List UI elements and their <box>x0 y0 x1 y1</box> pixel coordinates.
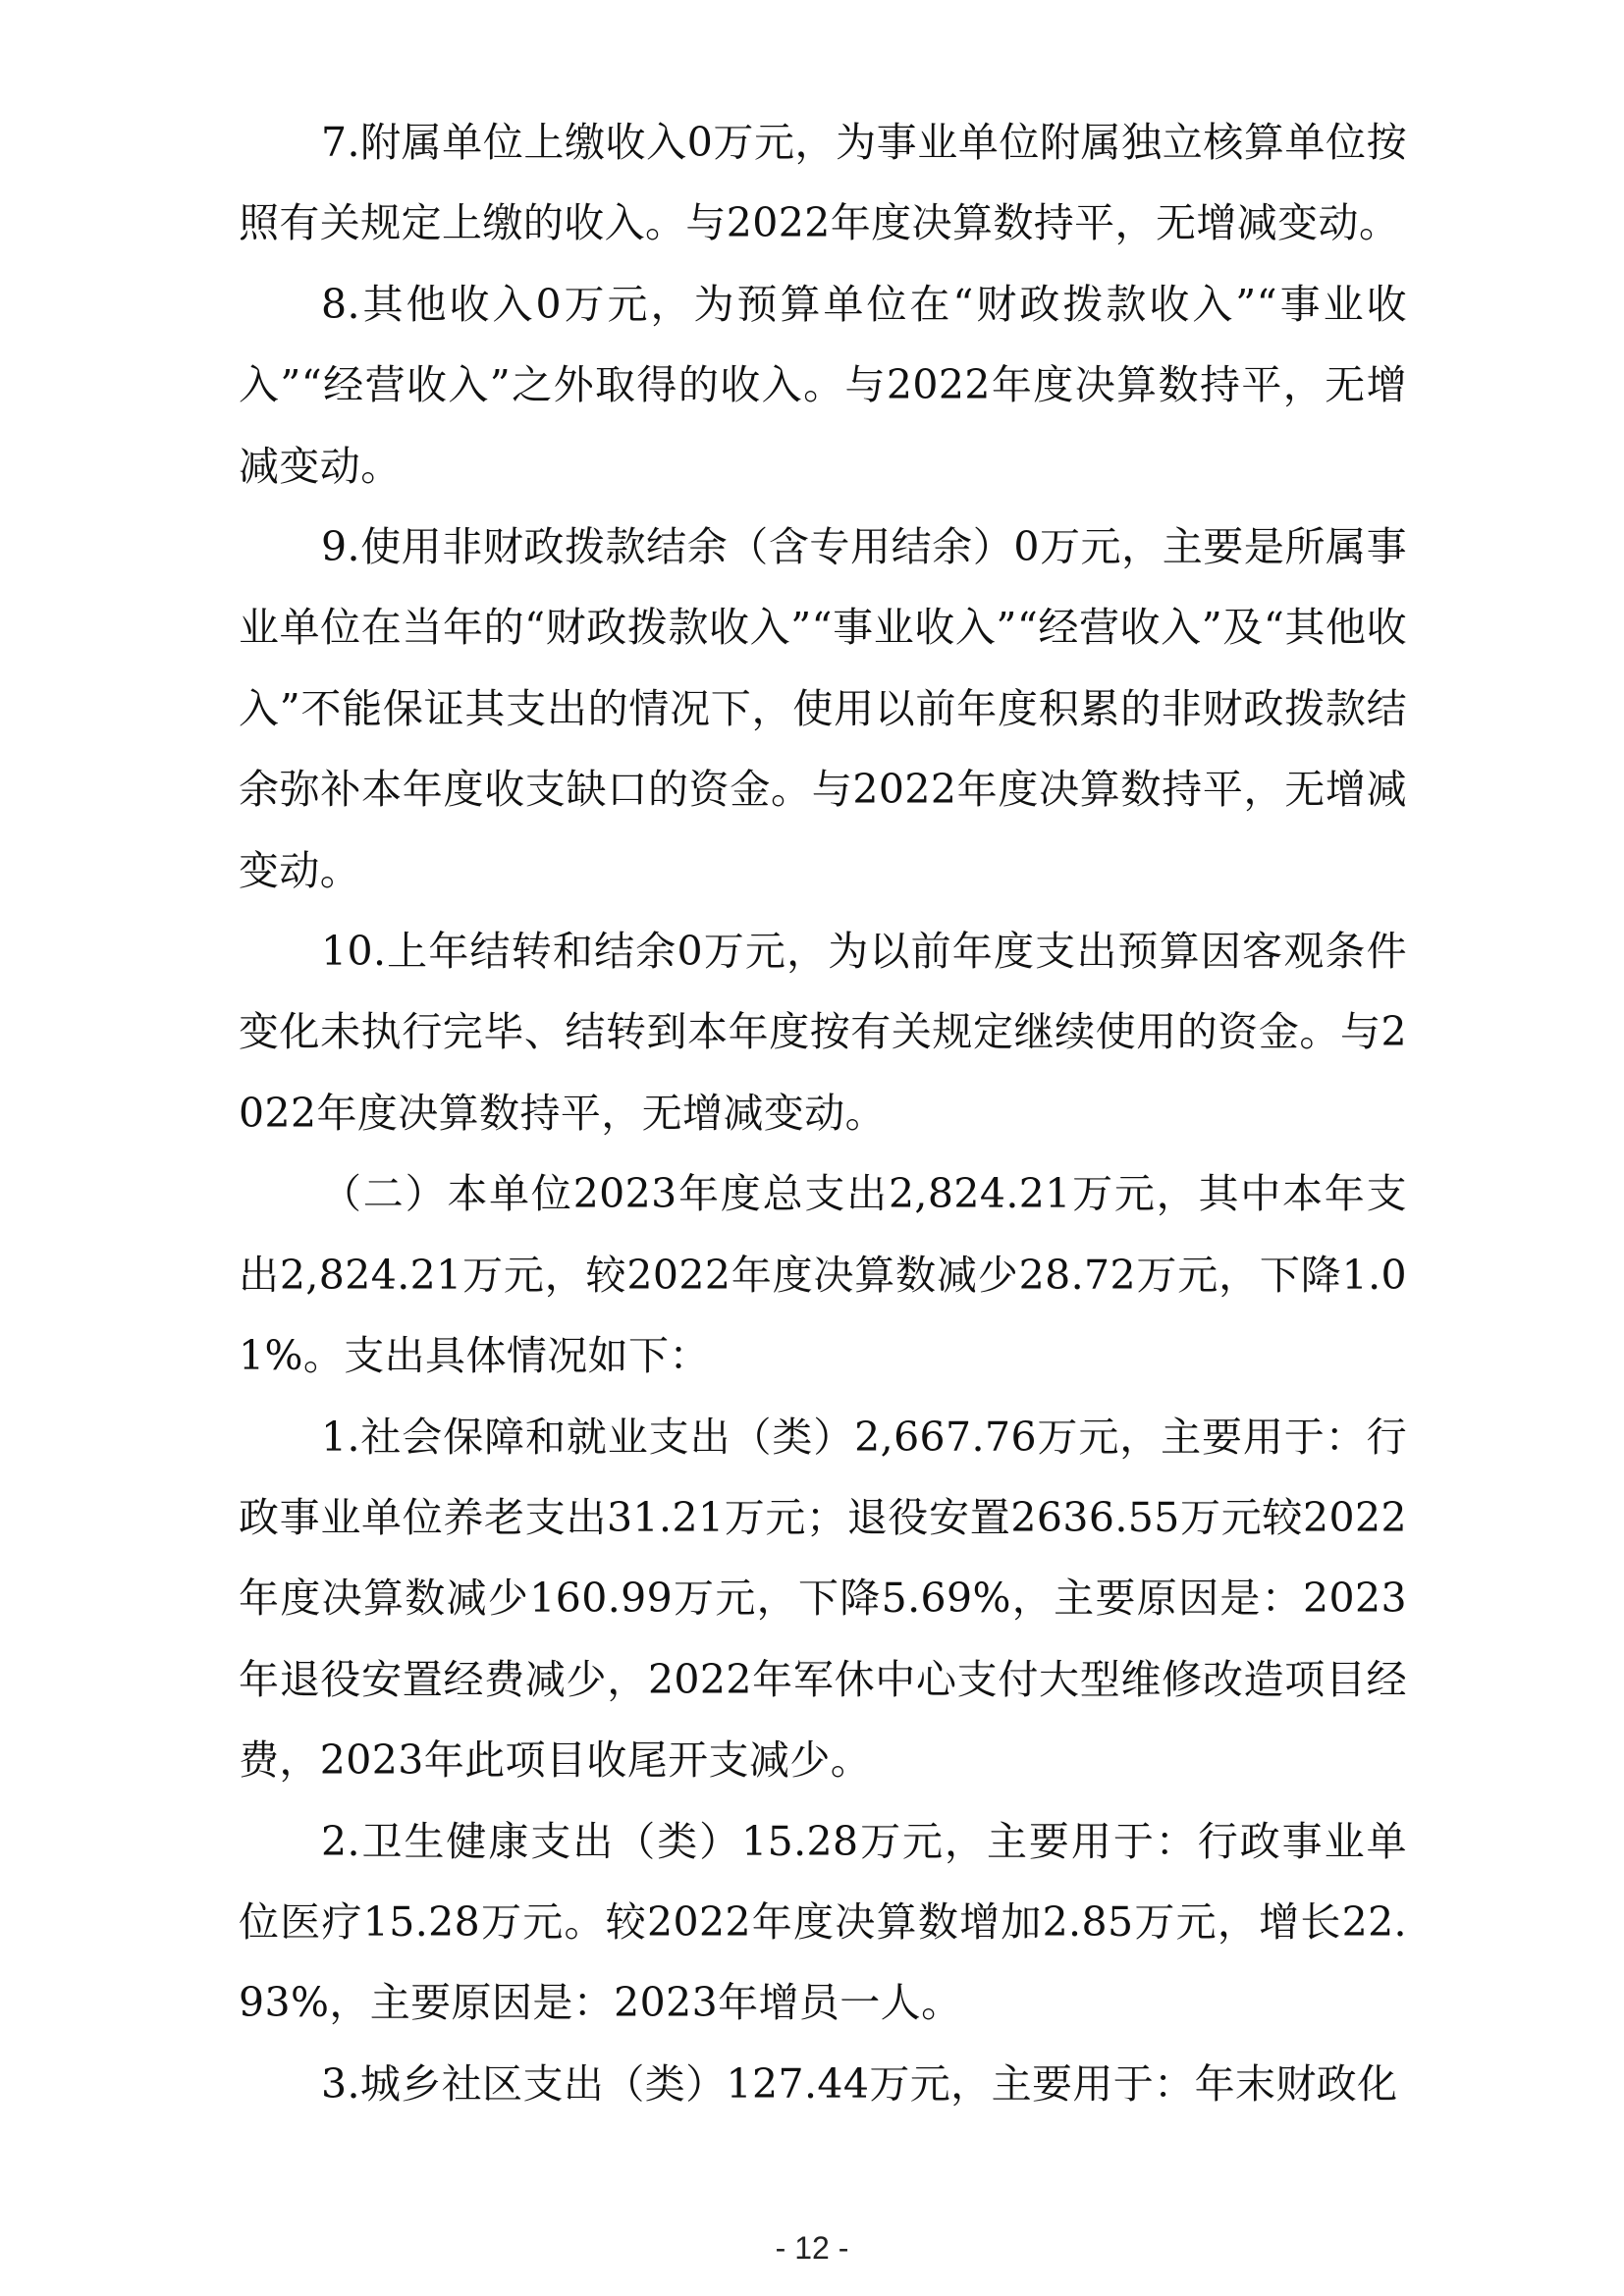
paragraph-health-expenditure: 2.卫生健康支出（类）15.28万元，主要用于：行政事业单位医疗15.28万元。较2022年度决算数增加2.85万元，增长22.93%，主要原因是：2023年增员一人。 <box>239 1817 1407 2027</box>
body-text <box>239 102 1407 2124</box>
paragraph-social-security-expenditure: 1.社会保障和就业支出（类）2,667.76万元，主要用于：行政事业单位养老支出31.21万元；退役安置2636.55万元较2022年度决算数减少160.99万元，下降5.69%，主要原因是：2023年退役安置经费减少，2022年军休中心支付大型维修改造项目经费，2023年此项目收尾开支减少。 <box>239 1413 1407 1785</box>
paragraph-total-expenditure: （二）本单位2023年度总支出2,824.21万元，其中本年支出2,824.21万元，较2022年度决算数减少28.72万元，下降1.01%。支出具体情况如下： <box>239 1170 1407 1380</box>
paragraph-urban-rural-expenditure: 3.城乡社区支出（类）127.44万元，主要用于：年末财政化 <box>321 2059 1398 2108</box>
paragraph-carryover-balance: 10.上年结转和结余0万元，为以前年度支出预算因客观条件变化未执行完毕、结转到本年度按有关规定继续使用的资金。与2022年度决算数持平，无增减变动。 <box>239 928 1407 1137</box>
paragraph-other-income: 8.其他收入0万元，为预算单位在“财政拨款收入”“事业收入”“经营收入”之外取得的收入。与2022年度决算数持平，无增减变动。 <box>239 280 1407 490</box>
paragraph-affiliated-unit-income: 7.附属单位上缴收入0万元，为事业单位附属独立核算单位按照有关规定上缴的收入。与2022年度决算数持平，无增减变动。 <box>239 119 1407 247</box>
paragraph-non-fiscal-balance: 9.使用非财政拨款结余（含专用结余）0万元，主要是所属事业单位在当年的“财政拨款收入”“事业收入”“经营收入”及“其他收入”不能保证其支出的情况下，使用以前年度积累的非财政拨款结余弥补本年度收支缺口的资金。与2022年度决算数持平，无增减变动。 <box>239 523 1407 894</box>
page-number: - 12 - <box>775 2230 849 2266</box>
